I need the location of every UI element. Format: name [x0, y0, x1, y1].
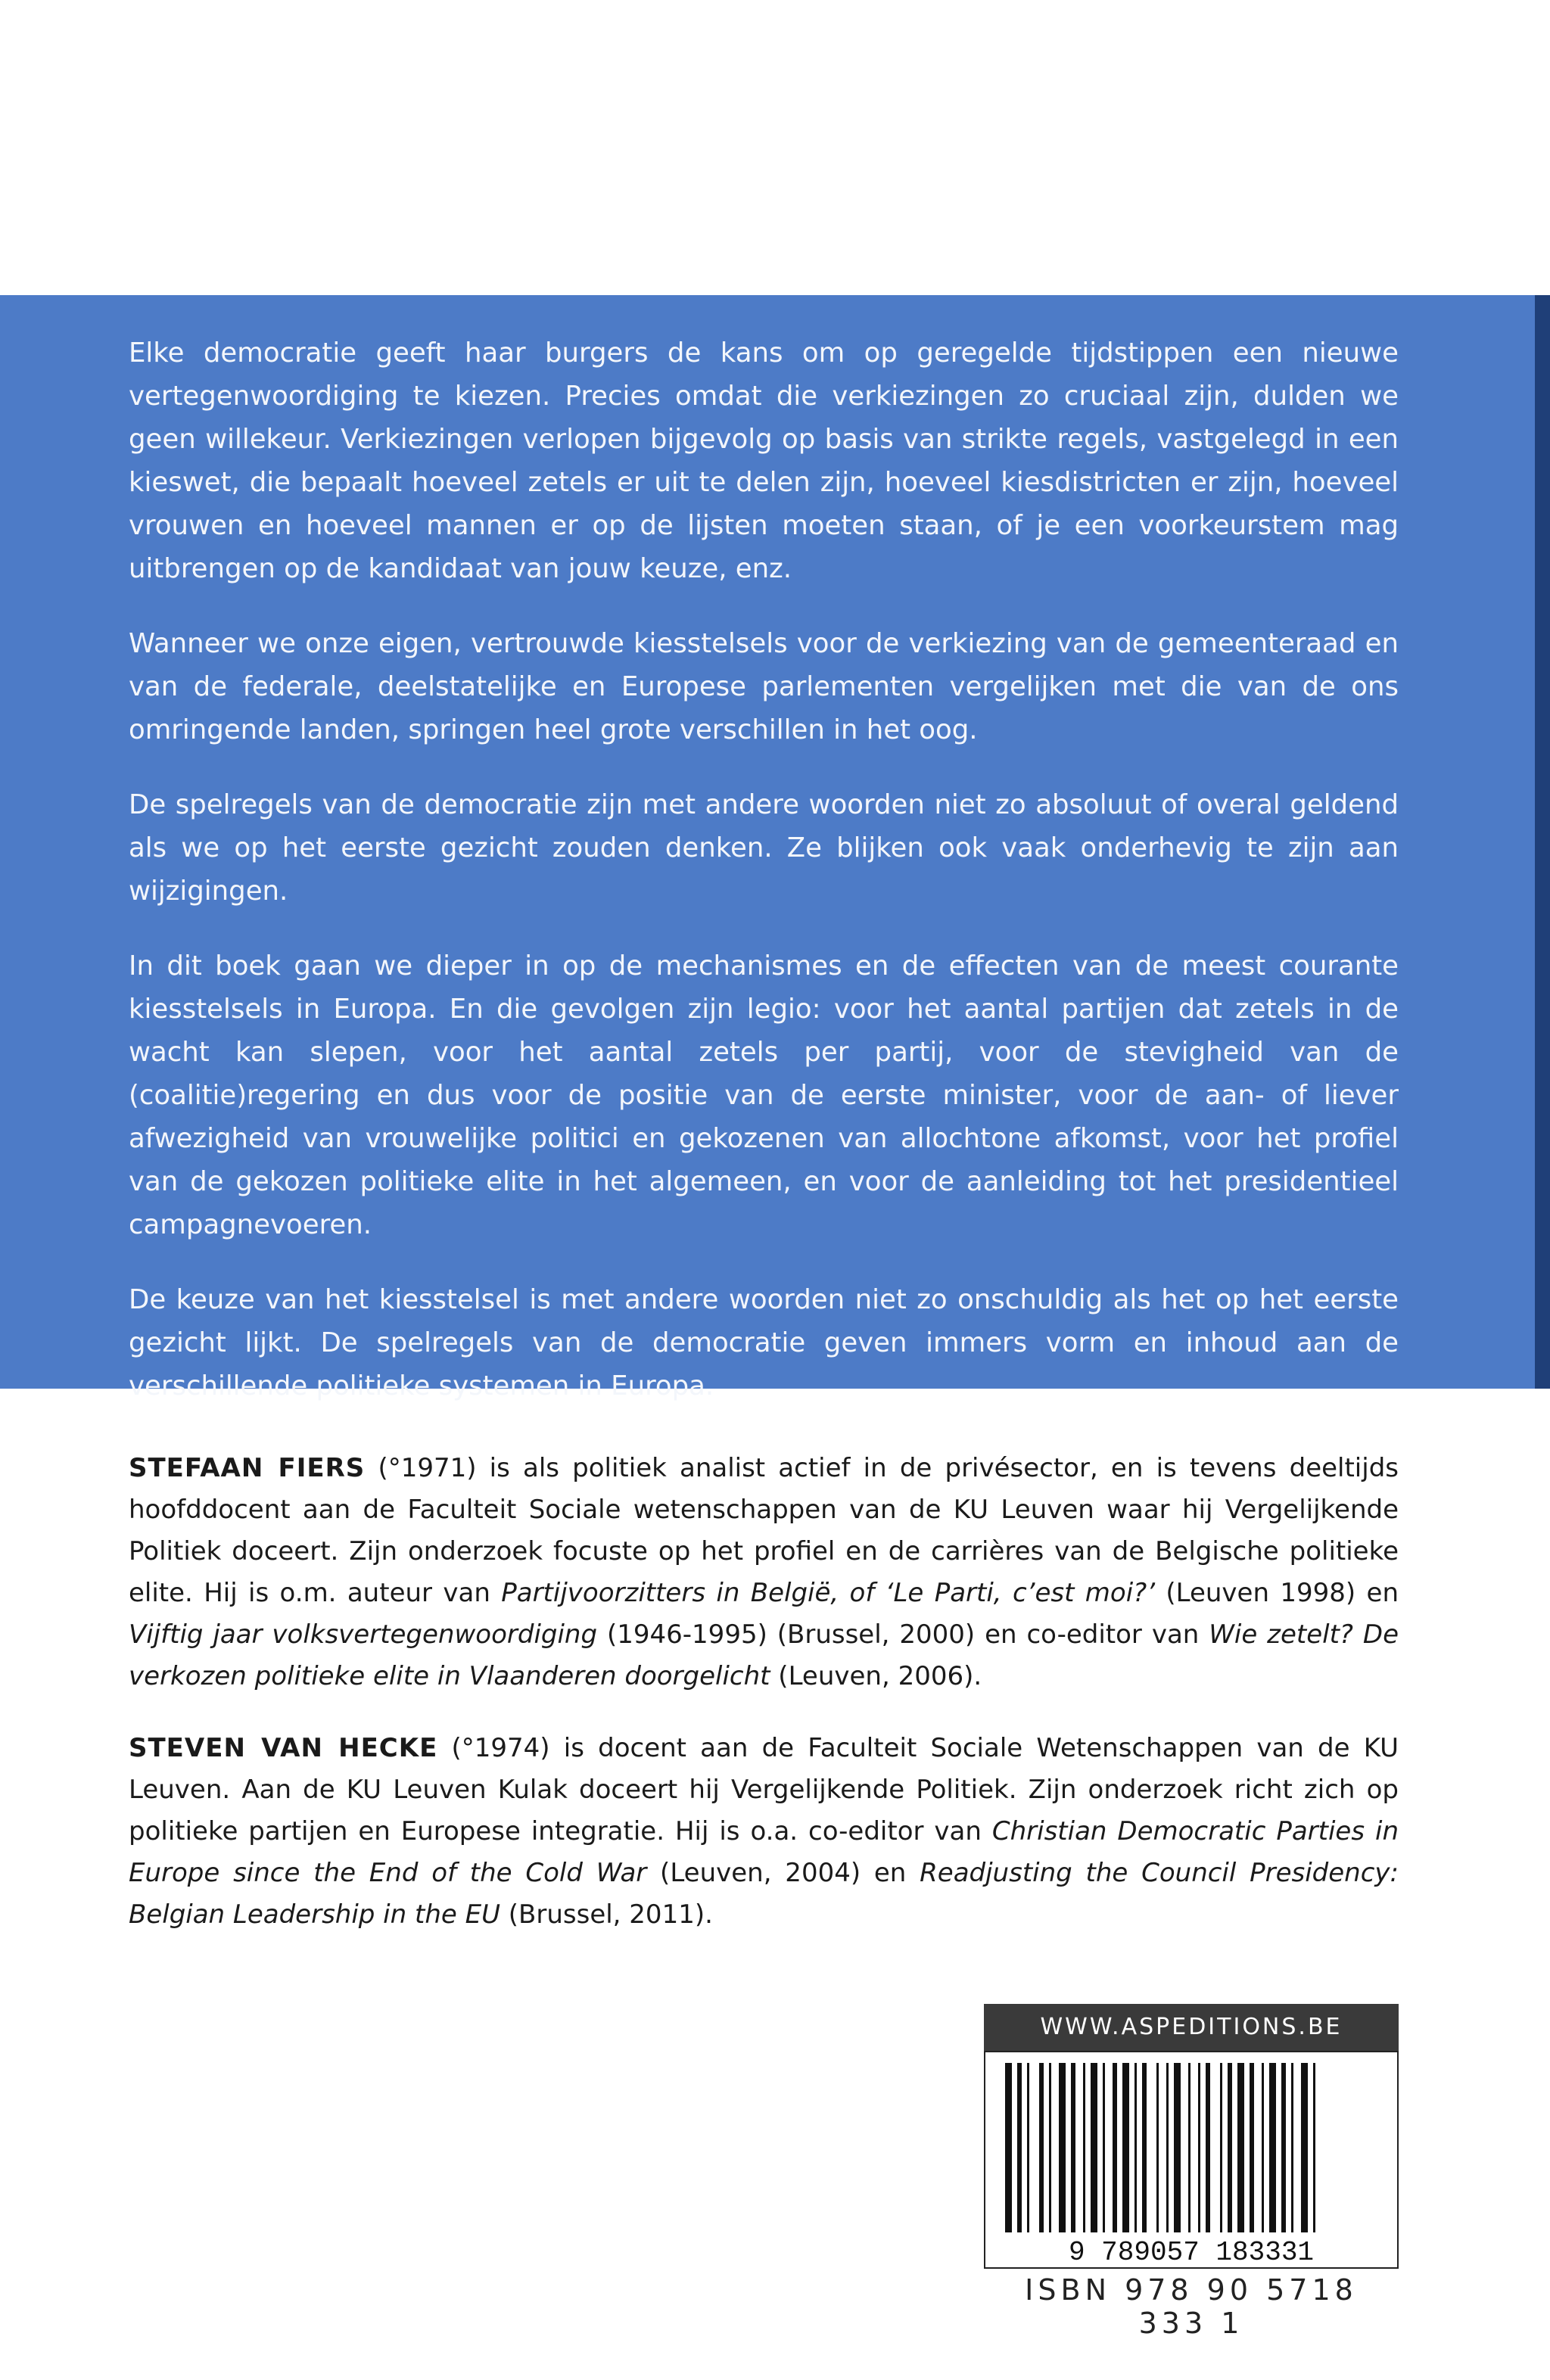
author-bio-fiers	[129, 1448, 1399, 1697]
book-title: Wie zetelt? De verkozen politieke elite in Vlaanderen doorgelicht	[129, 1619, 1399, 1691]
spine-edge	[1535, 295, 1550, 1389]
barcode-bar	[1262, 2063, 1264, 2232]
barcode-bar	[1134, 2063, 1137, 2232]
barcode-bar	[1198, 2063, 1200, 2232]
bio-text: (Leuven, 2004) en	[646, 1858, 920, 1888]
author-name: STEVEN VAN HECKE	[129, 1733, 438, 1763]
barcode-bar	[1083, 2063, 1085, 2232]
blurb-paragraph-3: De spelregels van de democratie zijn met andere woorden niet zo absoluut of overal geldend als we op het eerste gezicht zouden denken. Ze blijken ook vaak onderhevig te zijn aan wijzigingen.	[129, 789, 1399, 907]
barcode-bar	[1122, 2063, 1129, 2232]
barcode-bar	[1281, 2063, 1286, 2232]
barcode-bar	[1059, 2063, 1066, 2232]
bio-text: (Brussel, 2011).	[500, 1899, 713, 1930]
blurb-paragraph-5: De keuze van het kiesstelsel is met andere woorden niet zo onschuldig als het op het eerste gezicht lijkt. De spelregels van de democratie geven immers vorm en inhoud aan de verschillende politieke systemen in Europa.	[129, 1284, 1399, 1402]
author-bio-van-hecke	[129, 1728, 1399, 1936]
barcode-bar	[1071, 2063, 1075, 2232]
book-title: Christian Democratic Parties in Europe since the End of the Cold War	[129, 1816, 1399, 1888]
barcode-bar	[1220, 2063, 1222, 2232]
barcode-bar	[1313, 2063, 1315, 2232]
barcode-bar	[1166, 2063, 1169, 2232]
barcode-bar	[1156, 2063, 1159, 2232]
barcode-bar	[1142, 2063, 1147, 2232]
barcode-bar	[1188, 2063, 1191, 2232]
blurb-paragraph-1: Elke democratie geeft haar burgers de kans om op geregelde tijdstippen een nieuwe vertegenwoordiging te kiezen. Precies omdat die verkiezingen zo cruciaal zijn, dulden we geen willekeur. Verkiezingen verlopen bijgevolg op basis van strikte regels, vastgelegd in een kieswet, die bepaalt hoeveel zetels er uit te delen zijn, hoeveel kiesdistricten er zijn, hoeveel vrouwen en hoeveel mannen er op de lijsten moeten staan, of je een voorkeurstem mag uitbrengen op de kandidaat van jouw keuze, enz.	[129, 338, 1399, 584]
blurb-paragraph-4: In dit boek gaan we dieper in op de mechanismes en de effecten van de meest courante kiesstelsels in Europa. En die gevolgen zijn legio: voor het aantal partijen dat zetels in de wacht kan slepen, voor het aantal zetels per partij, voor de stevigheid van de (coalitie)regering en dus voor de positie van de eerste minister, voor de aan- of liever afwezigheid van vrouwelijke politici en gekozenen van allochtone afkomst, voor het profiel van de gekozen politieke elite in het algemeen, en voor de aanleiding tot het presidentieel campagnevoeren.	[129, 950, 1399, 1240]
author-bios	[129, 1448, 1399, 1966]
isbn-number: ISBN 978 90 5718 333 1	[1025, 2273, 1358, 2340]
bio-text: (°1971) is als politiek analist actief in de privésector, en is tevens deeltijds hoofddocent aan de Faculteit Sociale wetenschappen van de KU Leuven waar hij Vergelijkende Politiek doceert. Zijn onderzoek focuste op het profiel en de carrières van de Belgische politieke elite. Hij is o.m. auteur van	[129, 1453, 1399, 1608]
bio-text: (Leuven 1998) en	[1155, 1578, 1399, 1608]
blurb-paragraph-2: Wanneer we onze eigen, vertrouwde kiesstelsels voor de verkiezing van de gemeenteraad en van de federale, deelstatelijke en Europese parlementen vergelijken met die van de ons omringende landen, springen heel grote verschillen in het oog.	[129, 628, 1399, 745]
barcode-bar	[1027, 2063, 1029, 2232]
barcode-bar	[1039, 2063, 1044, 2232]
book-title: Vijftig jaar volksvertegenwoordiging	[129, 1619, 598, 1650]
barcode-digits: 9 789057 183331	[1068, 2237, 1315, 2268]
barcode-bar	[1250, 2063, 1254, 2232]
barcode-bar	[1091, 2063, 1097, 2232]
bio-text: (°1974) is docent aan de Faculteit Sociale Wetenschappen van de KU Leuven. Aan de KU Leuven Kulak doceert hij Vergelijkende Politiek. Zijn onderzoek richt zich op politieke partijen en Europese integratie. Hij is o.a. co-editor van	[129, 1733, 1399, 1846]
book-title: Readjusting the Council Presidency: Belgian Leadership in the EU	[129, 1858, 1399, 1930]
barcode-bar	[1103, 2063, 1105, 2232]
bio-text: (1946-1995) (Brussel, 2000) en co-editor van	[597, 1619, 1209, 1650]
barcode-block	[984, 2004, 1399, 2340]
barcode-bar	[1291, 2063, 1293, 2232]
author-name: STEFAAN FIERS	[129, 1453, 366, 1483]
barcode-bar	[1174, 2063, 1181, 2232]
publisher-url[interactable]: WWW.ASPEDITIONS.BE	[984, 2004, 1399, 2051]
barcode-bar	[1269, 2063, 1276, 2232]
barcode-bar	[1237, 2063, 1244, 2232]
book-title: Partijvoorzitters in België, of ‘Le Parti, c’est moi?’	[501, 1578, 1155, 1608]
barcode-icon	[984, 2051, 1399, 2269]
blurb-text	[129, 331, 1399, 1439]
barcode-bar	[1005, 2063, 1012, 2232]
barcode-bar	[1206, 2063, 1210, 2232]
bio-text: (Leuven, 2006).	[770, 1661, 982, 1691]
barcode-bar	[1049, 2063, 1051, 2232]
barcode-bar	[1113, 2063, 1117, 2232]
barcode-bar	[1228, 2063, 1232, 2232]
barcode-bar	[1017, 2063, 1022, 2232]
barcode-bar	[1301, 2063, 1308, 2232]
